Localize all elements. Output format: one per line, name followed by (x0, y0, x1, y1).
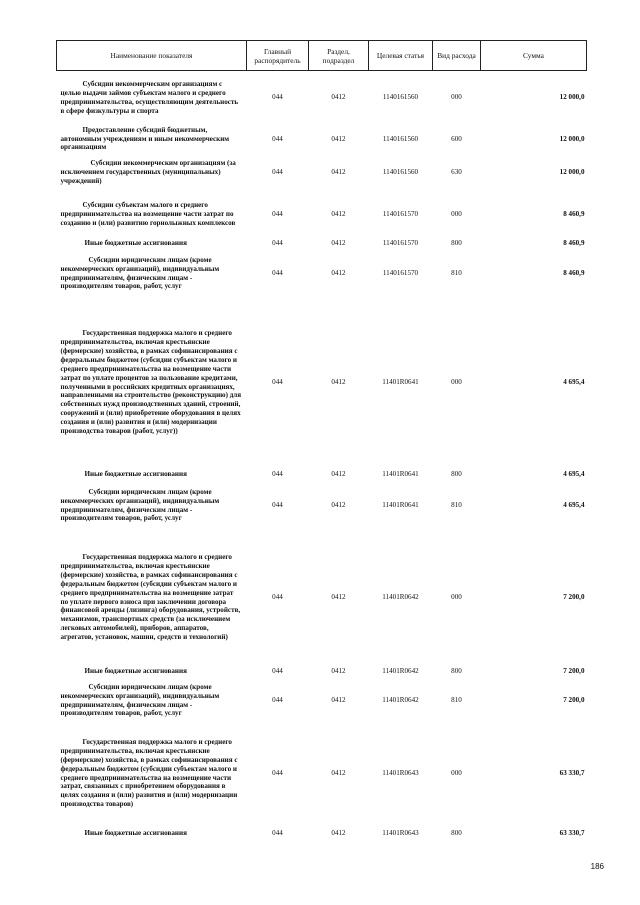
row-name: Иные бюджетные ассигнования (84, 470, 187, 479)
table-row (57, 154, 587, 192)
row-sum: 8 460,9 (563, 210, 585, 219)
row-section: 0412 (331, 769, 346, 778)
row-name: Субсидии юридическим лицам (кроме некоммерческих организаций), индивидуальным предпринимателям, физическим лицам - производителям товаров, работ, услуг (60, 487, 220, 523)
row-admin: 044 (272, 696, 283, 705)
row-admin: 044 (272, 269, 283, 278)
table-header-row (57, 41, 587, 71)
row-admin: 044 (272, 168, 283, 177)
row-target: 1140161560 (382, 168, 419, 177)
row-section: 0412 (331, 593, 346, 602)
table-row (57, 530, 587, 666)
row-target: 11401R0642 (382, 667, 419, 676)
row-kind: 000 (451, 210, 462, 219)
row-name: Государственная поддержка малого и среднего предпринимательства, включая крестьянские (фермерские) хозяйства, в рамках софинансирования с федеральным бюджетом (субсидии субъектам малого и среднего предпринимательства на возмещение части затрат, связанных с приобретением оборудования в целях создания и (или) развития и (или) модернизации производства товаров) (60, 737, 238, 809)
row-target: 1140161570 (382, 239, 419, 248)
row-admin: 044 (272, 378, 283, 387)
row-target: 1140161570 (382, 269, 419, 278)
table-row (57, 125, 587, 154)
table-row (57, 666, 587, 678)
table-row (57, 298, 587, 468)
row-section: 0412 (331, 168, 346, 177)
row-section: 0412 (331, 829, 346, 838)
row-kind: 630 (451, 168, 462, 177)
row-sum: 4 695,4 (563, 501, 585, 510)
row-section: 0412 (331, 470, 346, 479)
page-number: 186 (590, 862, 604, 871)
row-target: 1140161560 (382, 134, 419, 143)
row-admin: 044 (272, 593, 283, 602)
row-admin: 044 (272, 829, 283, 838)
row-target: 1140161560 (382, 93, 419, 102)
row-target: 11401R0641 (382, 470, 419, 479)
table-row (57, 824, 587, 844)
table-row (57, 678, 587, 724)
row-kind: 000 (451, 769, 462, 778)
row-kind: 000 (451, 378, 462, 387)
row-section: 0412 (331, 378, 346, 387)
row-section: 0412 (331, 134, 346, 143)
header-admin: Главный распорядитель (247, 41, 309, 71)
row-kind: 800 (451, 470, 462, 479)
row-sum: 8 460,9 (563, 269, 585, 278)
row-name: Иные бюджетные ассигнования (84, 829, 187, 838)
header-sum: Сумма (481, 41, 587, 71)
table-row (57, 250, 587, 298)
row-kind: 810 (451, 501, 462, 510)
row-name: Иные бюджетные ассигнования (84, 667, 187, 676)
row-sum: 7 200,0 (563, 593, 585, 602)
row-kind: 000 (451, 593, 462, 602)
row-target: 11401R0641 (382, 378, 419, 387)
table-row (57, 724, 587, 824)
header-name: Наименование показателя (57, 41, 247, 71)
row-sum: 4 695,4 (563, 378, 585, 387)
row-kind: 800 (451, 239, 462, 248)
row-section: 0412 (331, 210, 346, 219)
row-target: 11401R0642 (382, 696, 419, 705)
row-section: 0412 (331, 667, 346, 676)
row-admin: 044 (272, 93, 283, 102)
budget-table (56, 40, 587, 844)
row-kind: 810 (451, 269, 462, 278)
row-sum: 4 695,4 (563, 470, 585, 479)
row-admin: 044 (272, 769, 283, 778)
row-name: Предоставление субсидий бюджетным, автономным учреждениям и иным некоммерческим организациям (60, 125, 230, 152)
row-target: 11401R0643 (382, 829, 419, 838)
row-section: 0412 (331, 239, 346, 248)
row-kind: 000 (451, 93, 462, 102)
row-kind: 800 (451, 829, 462, 838)
row-kind: 800 (451, 667, 462, 676)
row-name: Субсидии некоммерческим организациям (за исключением государственных (муниципальных) учреждений) (60, 159, 236, 185)
row-name: Субсидии юридическим лицам (кроме некоммерческих организаций), индивидуальным предпринимателям, физическим лицам - производителям товаров, работ, услуг (60, 255, 220, 291)
row-admin: 044 (272, 470, 283, 479)
row-name: Субсидии юридическим лицам (кроме некоммерческих организаций), индивидуальным предпринимателям, физическим лицам - производителям товаров, работ, услуг (60, 682, 220, 718)
header-kind: Вид расхода (433, 41, 481, 71)
row-admin: 044 (272, 239, 283, 248)
row-sum: 7 200,0 (563, 667, 585, 676)
row-kind: 810 (451, 696, 462, 705)
table-row (57, 192, 587, 238)
row-sum: 8 460,9 (563, 239, 585, 248)
row-sum: 12 000,0 (559, 134, 585, 143)
row-section: 0412 (331, 269, 346, 278)
row-sum: 7 200,0 (563, 696, 585, 705)
row-sum: 12 000,0 (559, 93, 585, 102)
row-name: Субсидии субъектам малого и среднего предпринимательства на возмещение части затрат по созданию и (или) развитию горнолыжных комплексов (60, 201, 236, 227)
row-kind: 600 (451, 134, 462, 143)
table-row (57, 468, 587, 482)
row-sum: 12 000,0 (559, 168, 585, 177)
row-target: 11401R0643 (382, 769, 419, 778)
row-name: Субсидии некоммерческим организациям с целью выдачи займов субъектам малого и среднего предпринимательства, осуществляющим деятельность в сфере физкультуры и спорта (60, 79, 239, 115)
table-row (57, 71, 587, 125)
row-name: Государственная поддержка малого и среднего предпринимательства, включая крестьянские (фермерские) хозяйства, в рамках софинансирования с федеральным бюджетом (субсидии субъектам малого и среднего предпринимательства на возмещение затрат по уплате первого взноса при заключении договора финансовой аренды (лизинга) оборудования, устройств, механизмов, транспортных средств (за исключением легковых автомобилей), приборов, аппаратов, агрегатов, установок, машин, средств и технологий) (60, 552, 241, 642)
row-target: 11401R0642 (382, 593, 419, 602)
row-admin: 044 (272, 667, 283, 676)
row-name: Иные бюджетные ассигнования (84, 239, 187, 248)
row-sum: 63 330,7 (559, 769, 585, 778)
row-target: 1140161570 (382, 210, 419, 219)
table-row (57, 238, 587, 250)
row-admin: 044 (272, 134, 283, 143)
row-target: 11401R0641 (382, 501, 419, 510)
row-admin: 044 (272, 210, 283, 219)
row-name: Государственная поддержка малого и среднего предпринимательства, включая крестьянские (фермерские) хозяйства, в рамках софинансирования с федеральным бюджетом (субсидии субъектам малого и среднего предпринимательства на возмещение части затрат по уплате процентов за пользование кредитами, полученными в российских кредитных организациях, направленными на строительство (реконструкцию) для собственных нужд производственных зданий, строений, сооружений и (или) приобретение оборудования в целях создания и (или) развития и (или) модернизации производства товаров (работ, услуг)) (60, 329, 242, 436)
row-admin: 044 (272, 501, 283, 510)
table-row (57, 482, 587, 530)
row-section: 0412 (331, 501, 346, 510)
header-target: Целевая статья (369, 41, 433, 71)
row-section: 0412 (331, 93, 346, 102)
row-sum: 63 330,7 (559, 829, 585, 838)
row-section: 0412 (331, 696, 346, 705)
header-section: Раздел, подраздел (309, 41, 369, 71)
